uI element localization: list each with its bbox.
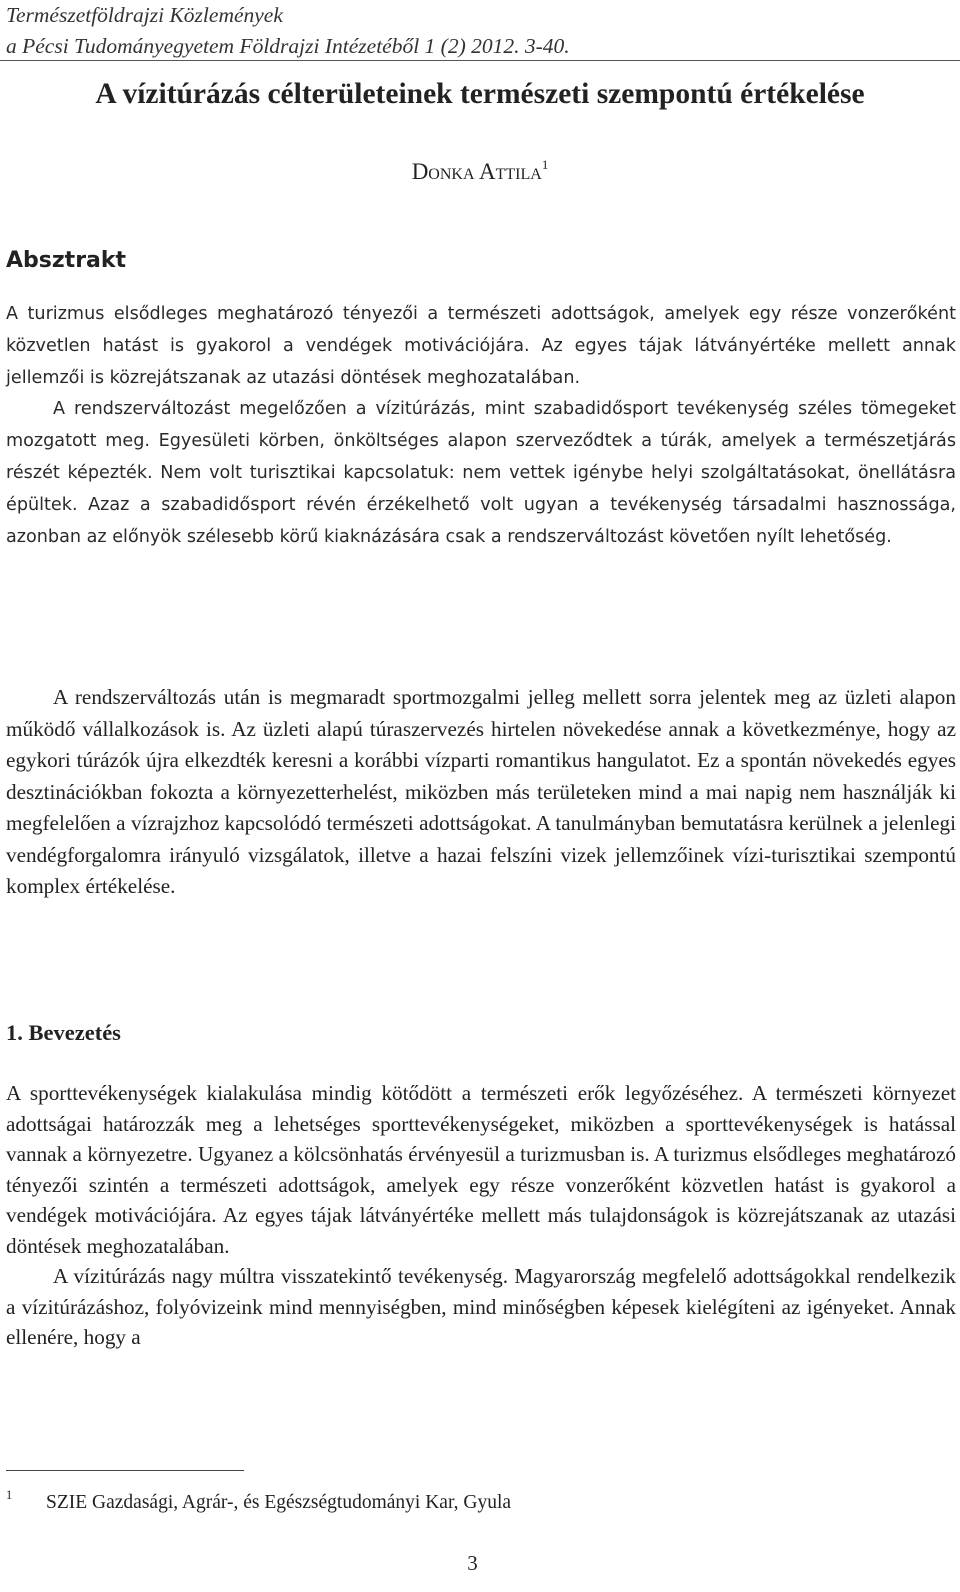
abstract-continuation <box>6 682 956 903</box>
abstract-paragraph-1: A turizmus elsődleges meghatározó tényezői a természeti adottságok, amelyek egy része vonzerőként közvetlen hatást is gyakorol a vendégek motivációjára. Az egyes tájak látványértéke mellett annak jellemzői is közrejátszanak az utazási döntések meghozatalában. <box>6 304 956 388</box>
footnote-mark: 1 <box>6 1488 13 1502</box>
author-line <box>0 150 960 187</box>
journal-header <box>6 0 570 62</box>
header-rule <box>0 60 960 61</box>
journal-title: Természetföldrajzi Közlemények <box>6 3 283 27</box>
intro-paragraph-2: A vízitúrázás nagy múltra visszatekintő tevékenység. Magyarország megfelelő adottságokkal rendelkezik a vízitúrázáshoz, folyóvizeink mind mennyiségben, mind minőségben képesek kielégíteni az igényeket. Annak ellenére, hogy a <box>6 1264 956 1349</box>
abstract-paragraph-2: A rendszerváltozást megelőzően a vízitúrázás, mint szabadidősport tevékenység széles tömegeket mozgatott meg. Egyesületi körben, önköltséges alapon szerveződtek a túrák, amelyek a természetjárás részét képezték. Nem volt turisztikai kapcsolatuk: nem vettek igénybe helyi szolgáltatásokat, önellátásra épültek. Azaz a szabadidősport révén érzékelhető volt ugyan a tevékenység társadalmi hasznossága, azonban az előnyök szélesebb körű kiaknázására csak a rendszerváltozást követően nyílt lehetőség. <box>6 399 956 547</box>
intro-paragraph-1: A sporttevékenységek kialakulása mindig kötődött a természeti erők legyőzéséhez. A természeti környezet adottságai határozzák meg a lehetséges sporttevékenységeket, miközben a sporttevékenységek is hatással vannak a környezetre. Ugyanez a kölcsönhatás érvényesül a turizmusban is. A turizmus elsődleges meghatározó tényezői szintén a természeti adottságok, amelyek egy része vonzerőként közvetlen hatást is gyakorol a vendégek motivációjára. Az egyes tájak látványértéke mellett más tulajdonságok is közrejátszanak az utazási döntések meghozatalában. <box>6 1081 956 1258</box>
footnote-rule <box>6 1470 244 1471</box>
footnote <box>6 1481 511 1517</box>
section-heading-intro: 1. Bevezetés <box>6 1020 121 1045</box>
abstract-heading: Absztrakt <box>6 248 127 273</box>
footnote-text: SZIE Gazdasági, Agrár-, és Egészségtudományi Kar, Gyula <box>46 1492 512 1513</box>
page-number: 3 <box>467 1551 478 1575</box>
author-footnote-mark: 1 <box>541 157 549 172</box>
section-body-intro <box>6 1078 956 1353</box>
abstract-paragraph-3: A rendszerváltozás után is megmaradt sportmozgalmi jelleg mellett sorra jelentek meg az üzleti alapon működő vállalkozások is. Az üzleti alapú túraszervezés hirtelen növekedése annak a következménye, hogy az egykori túrázók újra elkezdték keresni a korábbi vízparti romantikus hangulatot. Ez a spontán növekedés egyes desztinációkban fokozta a környezetterhelést, miközben más területeken mind a mai napig nem használják ki megfelelően a vízrajzhoz kapcsolódó természeti adottságokat. A tanulmányban bemutatásra kerülnek a jelenlegi vendégforgalomra irányuló vizsgálatok, illetve a hazai felszíni vizek jellemzőinek vízi-turisztikai szempontú komplex értékelése. <box>6 685 956 898</box>
abstract-body <box>6 299 956 553</box>
journal-issue: a Pécsi Tudományegyetem Földrajzi Intézetéből 1 (2) 2012. 3-40. <box>6 34 570 58</box>
author-name: Donka Attila <box>411 159 542 184</box>
paper-title: A vízitúrázás célterületeinek természeti szempontú értékelése <box>95 78 865 110</box>
